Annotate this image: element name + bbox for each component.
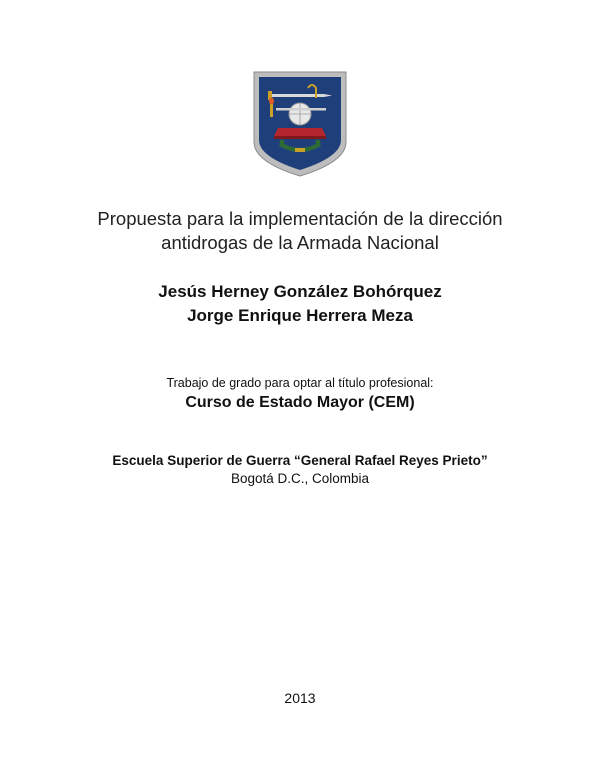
book-icon bbox=[274, 128, 326, 136]
shield-emblem-icon bbox=[252, 70, 348, 178]
city: Bogotá D.C., Colombia bbox=[230, 471, 370, 486]
degree-intro: Trabajo de grado para optar al título profesional: bbox=[166, 376, 434, 390]
school-name: Escuela Superior de Guerra “General Rafael Reyes Prieto” bbox=[112, 453, 488, 468]
thesis-title bbox=[0, 207, 600, 255]
degree-name: Curso de Estado Mayor (CEM) bbox=[185, 394, 415, 411]
authors bbox=[0, 280, 600, 328]
author-name: Jorge Enrique Herrera Meza bbox=[187, 306, 413, 325]
publication-year: 2013 bbox=[284, 690, 316, 706]
torch-icon bbox=[270, 103, 273, 117]
author-name: Jesús Herney González Bohórquez bbox=[158, 282, 442, 301]
thesis-title-line-1: Propuesta para la implementación de la dirección bbox=[97, 208, 503, 229]
thesis-title-line-2: antidrogas de la Armada Nacional bbox=[161, 232, 439, 253]
